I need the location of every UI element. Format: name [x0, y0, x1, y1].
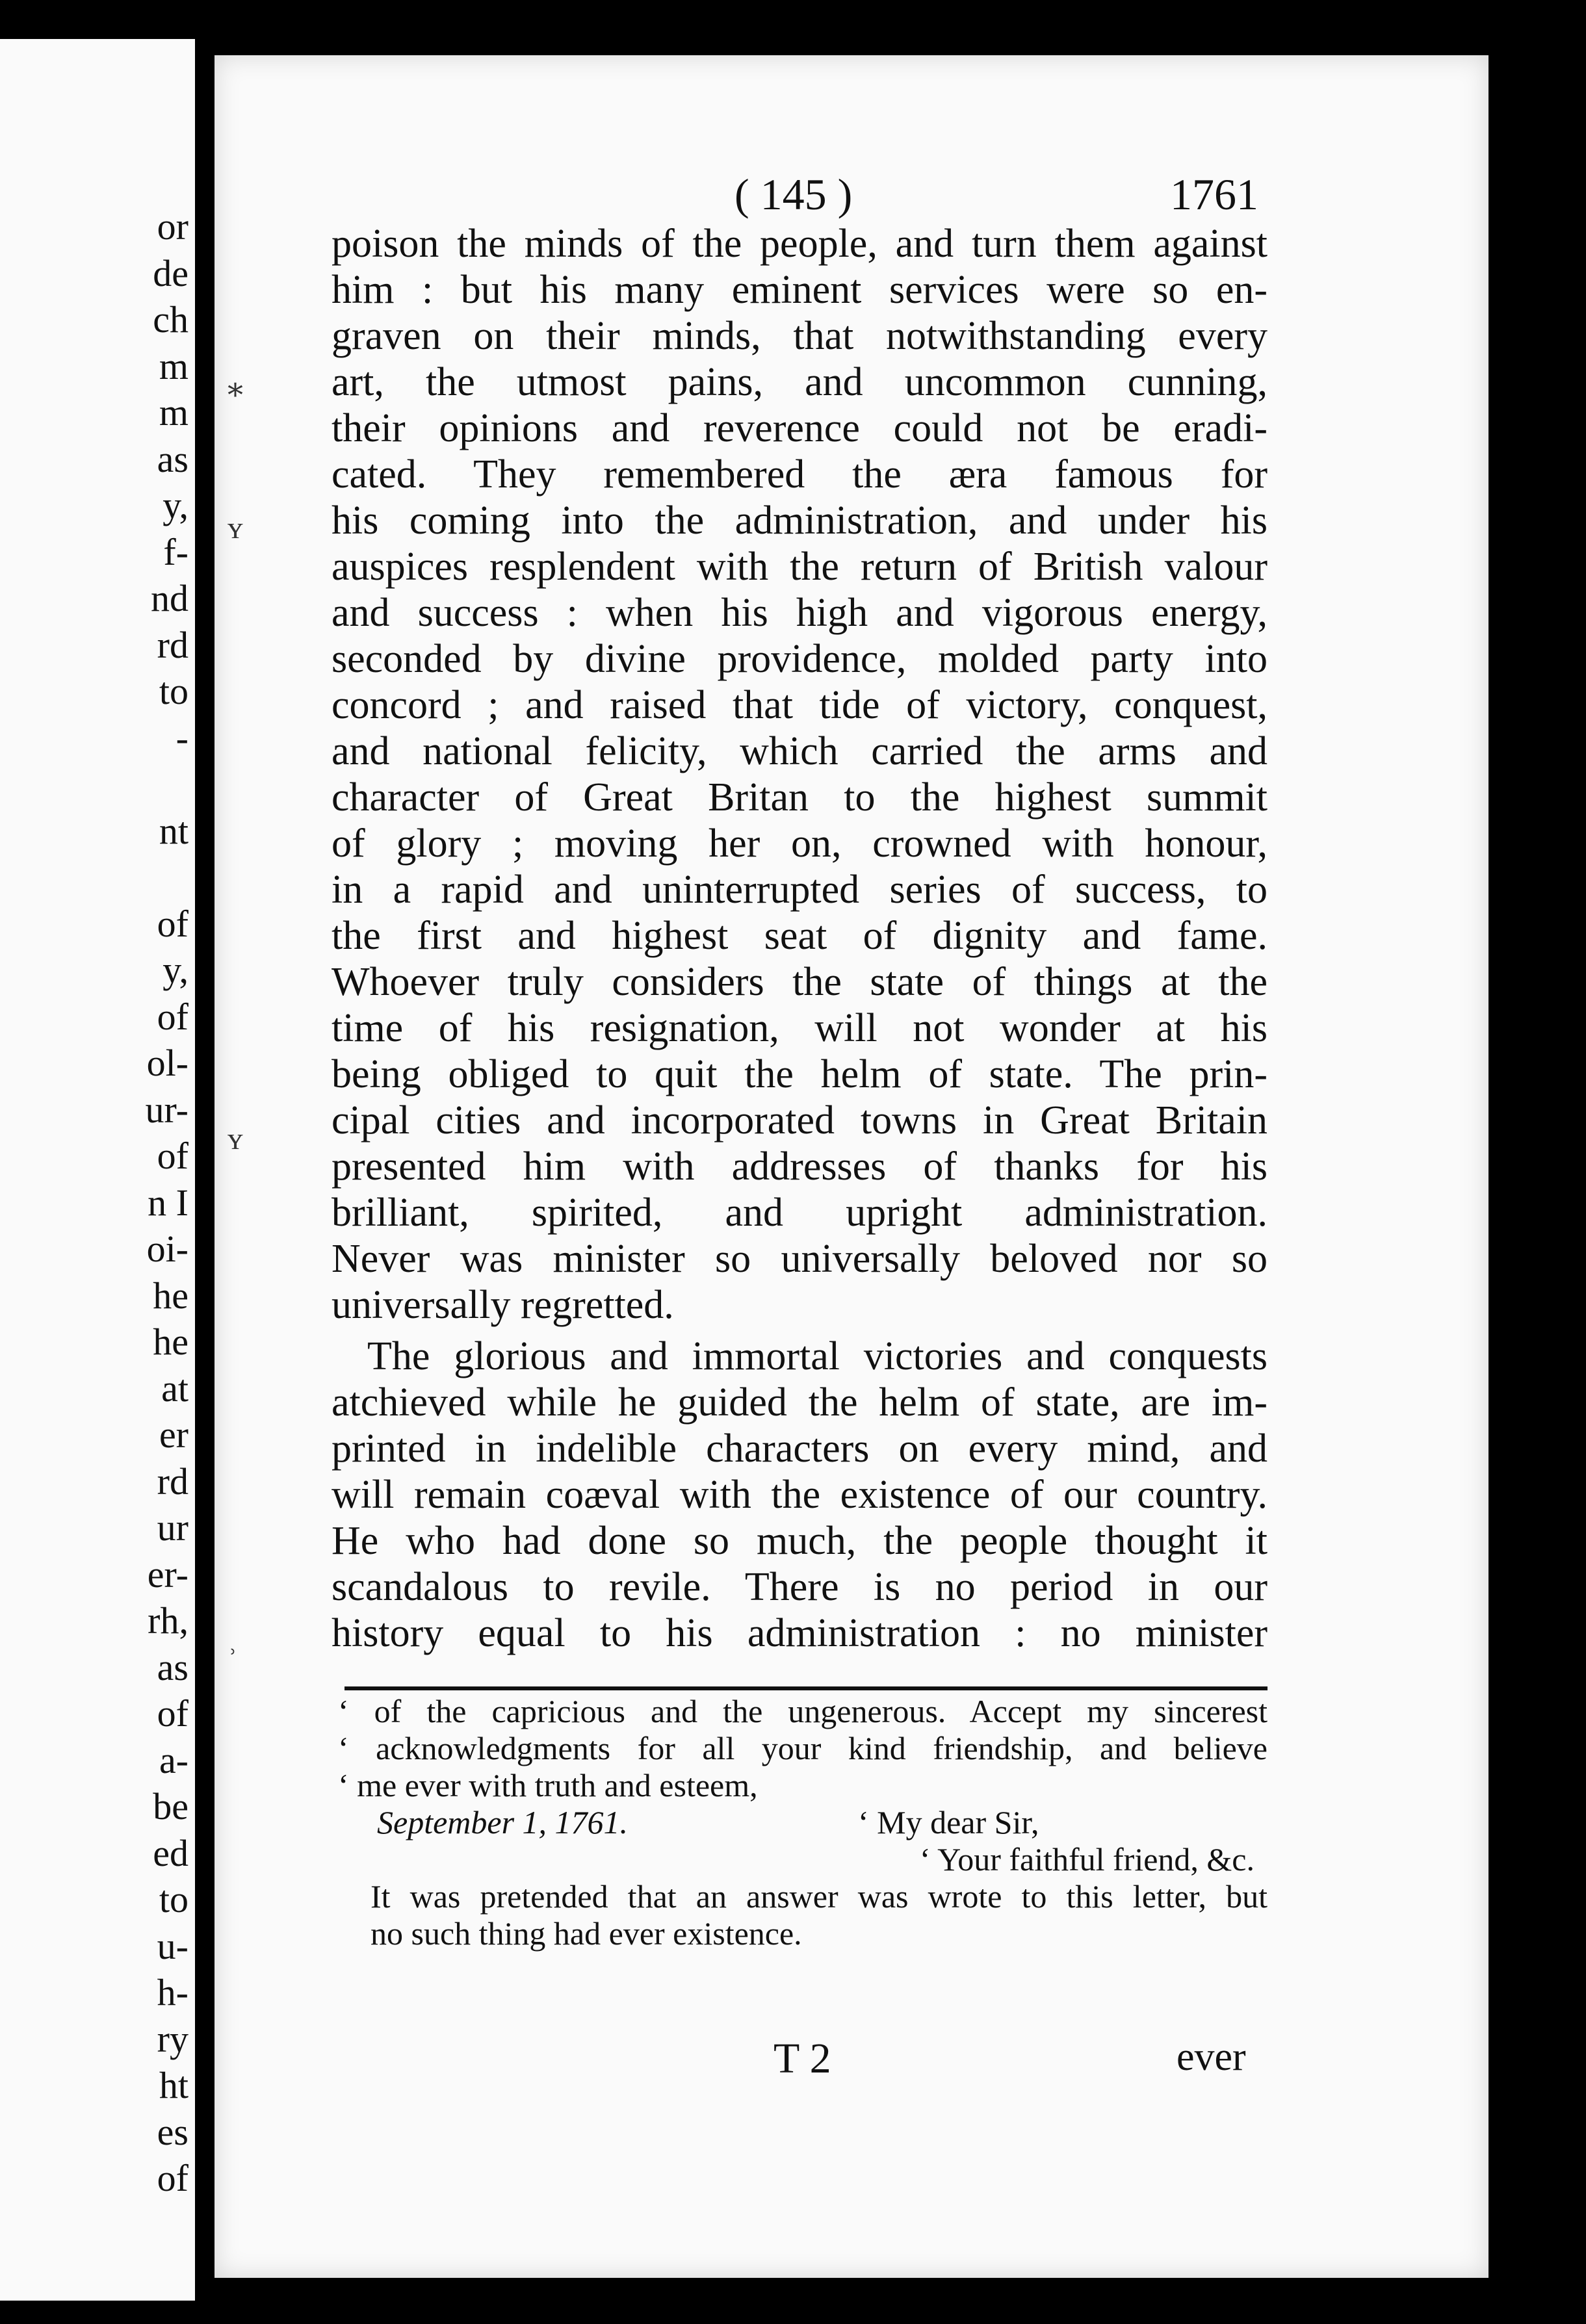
facing-page-fragment: m — [159, 391, 188, 433]
facing-page-fragment: of — [157, 1135, 188, 1177]
text-line: ‘ acknowledgments for all your kind friendship, and believe — [338, 1730, 1268, 1766]
text-line: ‘ of the capricious and the ungenerous. Accept my sincerest — [338, 1693, 1268, 1729]
text-line: in a rapid and uninterrupted series of success, to — [332, 868, 1268, 912]
facing-page-fragment: - — [176, 716, 188, 759]
footnote-date-row — [338, 1804, 1268, 1841]
facing-page-fragment: u- — [157, 1924, 188, 1967]
text-line: The glorious and immortal victories and conquests — [367, 1334, 1268, 1378]
facing-page-fragment: er- — [147, 1553, 188, 1595]
facing-page-fragment: of — [157, 2157, 188, 2199]
text-line: poison the minds of the people, and turn them against — [332, 222, 1268, 266]
year-mark: 1761 — [1170, 170, 1258, 219]
facing-page-fragment: or — [157, 205, 188, 248]
body-text — [332, 221, 1268, 1657]
text-line: It was pretended that an answer was wrote to this letter, but — [370, 1878, 1268, 1915]
running-header — [214, 169, 1488, 227]
facing-page-fragment: of — [157, 902, 188, 945]
facing-page-fragment: ht — [159, 2064, 188, 2106]
text-line: cated. They remembered the æra famous for — [332, 452, 1268, 497]
facing-page-edge — [0, 39, 195, 2301]
facing-page-fragment: he — [153, 1321, 188, 1363]
facing-page-fragment: rd — [157, 1460, 188, 1503]
text-line: him : but his many eminent services were so en- — [332, 268, 1268, 312]
text-line: printed in indelible characters on every mind, and — [332, 1427, 1268, 1471]
text-line: will remain coæval with the existence of our country. — [332, 1473, 1268, 1517]
facing-page-fragment: nd — [151, 577, 188, 619]
facing-page-fragment: nt — [159, 809, 188, 852]
text-line: the first and highest seat of dignity and fame. — [332, 914, 1268, 958]
text-line: universally regretted. — [332, 1283, 674, 1327]
text-line: Whoever truly considers the state of things at the — [332, 960, 1268, 1004]
facing-page-fragment: at — [161, 1367, 188, 1410]
text-line: character of Great Britan to the highest summit — [332, 775, 1268, 820]
facing-page-fragment: of — [157, 1692, 188, 1735]
margin-mark: ʏ — [228, 1122, 243, 1156]
catchword: ever — [1176, 2035, 1246, 2079]
margin-mark: ʏ — [228, 511, 243, 545]
page — [214, 55, 1488, 2278]
footnote-letter-lines — [338, 1693, 1268, 1804]
text-line: concord ; and raised that tide of victory, conquest, — [332, 683, 1268, 727]
facing-page-fragment: er — [159, 1414, 188, 1456]
text-line: and national felicity, which carried the arms and — [332, 729, 1268, 773]
text-line: auspices resplendent with the return of British valour — [332, 545, 1268, 589]
text-line: of glory ; moving her on, crowned with honour, — [332, 821, 1268, 866]
facing-page-fragment: ch — [153, 298, 188, 341]
facing-page-fragment: es — [157, 2110, 188, 2153]
facing-page-fragment: of — [157, 995, 188, 1038]
facing-page-fragment: a- — [159, 1738, 188, 1781]
text-line: being obliged to quit the helm of state. The prin- — [332, 1052, 1268, 1096]
text-line: history equal to his administration : no minister — [332, 1611, 1268, 1655]
text-line: He who had done so much, the people thought it — [332, 1519, 1268, 1563]
text-line: atchieved while he guided the helm of state, are im- — [332, 1380, 1268, 1425]
text-line: ‘ me ever with truth and esteem, — [338, 1767, 758, 1803]
paragraph-2 — [332, 1334, 1268, 1657]
text-line: cipal cities and incorporated towns in Great Britain — [332, 1098, 1268, 1143]
facing-page-fragment: y, — [162, 949, 188, 991]
facing-page-fragment: ol- — [146, 1042, 188, 1084]
facing-page-fragment: to — [159, 1878, 188, 1920]
facing-page-fragment: ed — [153, 1831, 188, 1874]
facing-page-fragment: de — [153, 252, 188, 294]
text-line: their opinions and reverence could not be eradi- — [332, 406, 1268, 450]
footnote-salutation: ‘ My dear Sir, — [858, 1804, 1039, 1840]
text-line: presented him with addresses of thanks for his — [332, 1144, 1268, 1189]
facing-page-fragment: f- — [163, 530, 188, 573]
text-line: graven on their minds, that notwithstanding every — [332, 314, 1268, 358]
facing-page-fragment: y, — [162, 484, 188, 526]
facing-page-fragment: be — [153, 1785, 188, 1827]
margin-mark: ⁎ — [228, 368, 243, 403]
text-line: seconded by divine providence, molded party into — [332, 637, 1268, 681]
page-number: ( 145 ) — [734, 170, 853, 219]
facing-page-fragment: ur — [157, 1506, 188, 1549]
facing-page-fragment: oi- — [146, 1228, 188, 1270]
text-line: art, the utmost pains, and uncommon cunning, — [332, 360, 1268, 404]
facing-page-fragment: ry — [157, 2017, 188, 2060]
facing-page-fragment: he — [153, 1274, 188, 1317]
text-line: time of his resignation, will not wonder at his — [332, 1006, 1268, 1050]
footnote-rule — [344, 1686, 1268, 1690]
text-line: brilliant, spirited, and upright administration. — [332, 1191, 1268, 1235]
paragraph-1 — [332, 221, 1268, 1328]
text-line: no such thing had ever existence. — [370, 1915, 802, 1952]
facing-page-fragment: as — [157, 437, 188, 480]
facing-page-fragment: as — [157, 1646, 188, 1688]
text-line: scandalous to revile. There is no period in our — [332, 1565, 1268, 1609]
facing-page-fragment: n I — [148, 1181, 188, 1224]
signature-mark: T 2 — [774, 2035, 831, 2082]
footnote-note — [338, 1878, 1268, 1952]
facing-page-fragment: to — [159, 670, 188, 712]
facing-page-fragment: rd — [157, 623, 188, 666]
facing-page-fragment: h- — [157, 1971, 188, 2013]
footnote — [338, 1693, 1268, 1952]
footnote-date: September 1, 1761. — [377, 1804, 629, 1840]
margin-mark: ˒ — [228, 1629, 238, 1663]
facing-page-fragment: ur- — [145, 1088, 188, 1131]
facing-page-fragment: m — [159, 344, 188, 387]
facing-page-fragment: rh, — [148, 1599, 188, 1642]
text-line: his coming into the administration, and under his — [332, 498, 1268, 543]
text-line: and success : when his high and vigorous energy, — [332, 591, 1268, 635]
text-line: Never was minister so universally beloved nor so — [332, 1237, 1268, 1281]
footnote-signature: ‘ Your faithful friend, &c. — [919, 1841, 1254, 1878]
